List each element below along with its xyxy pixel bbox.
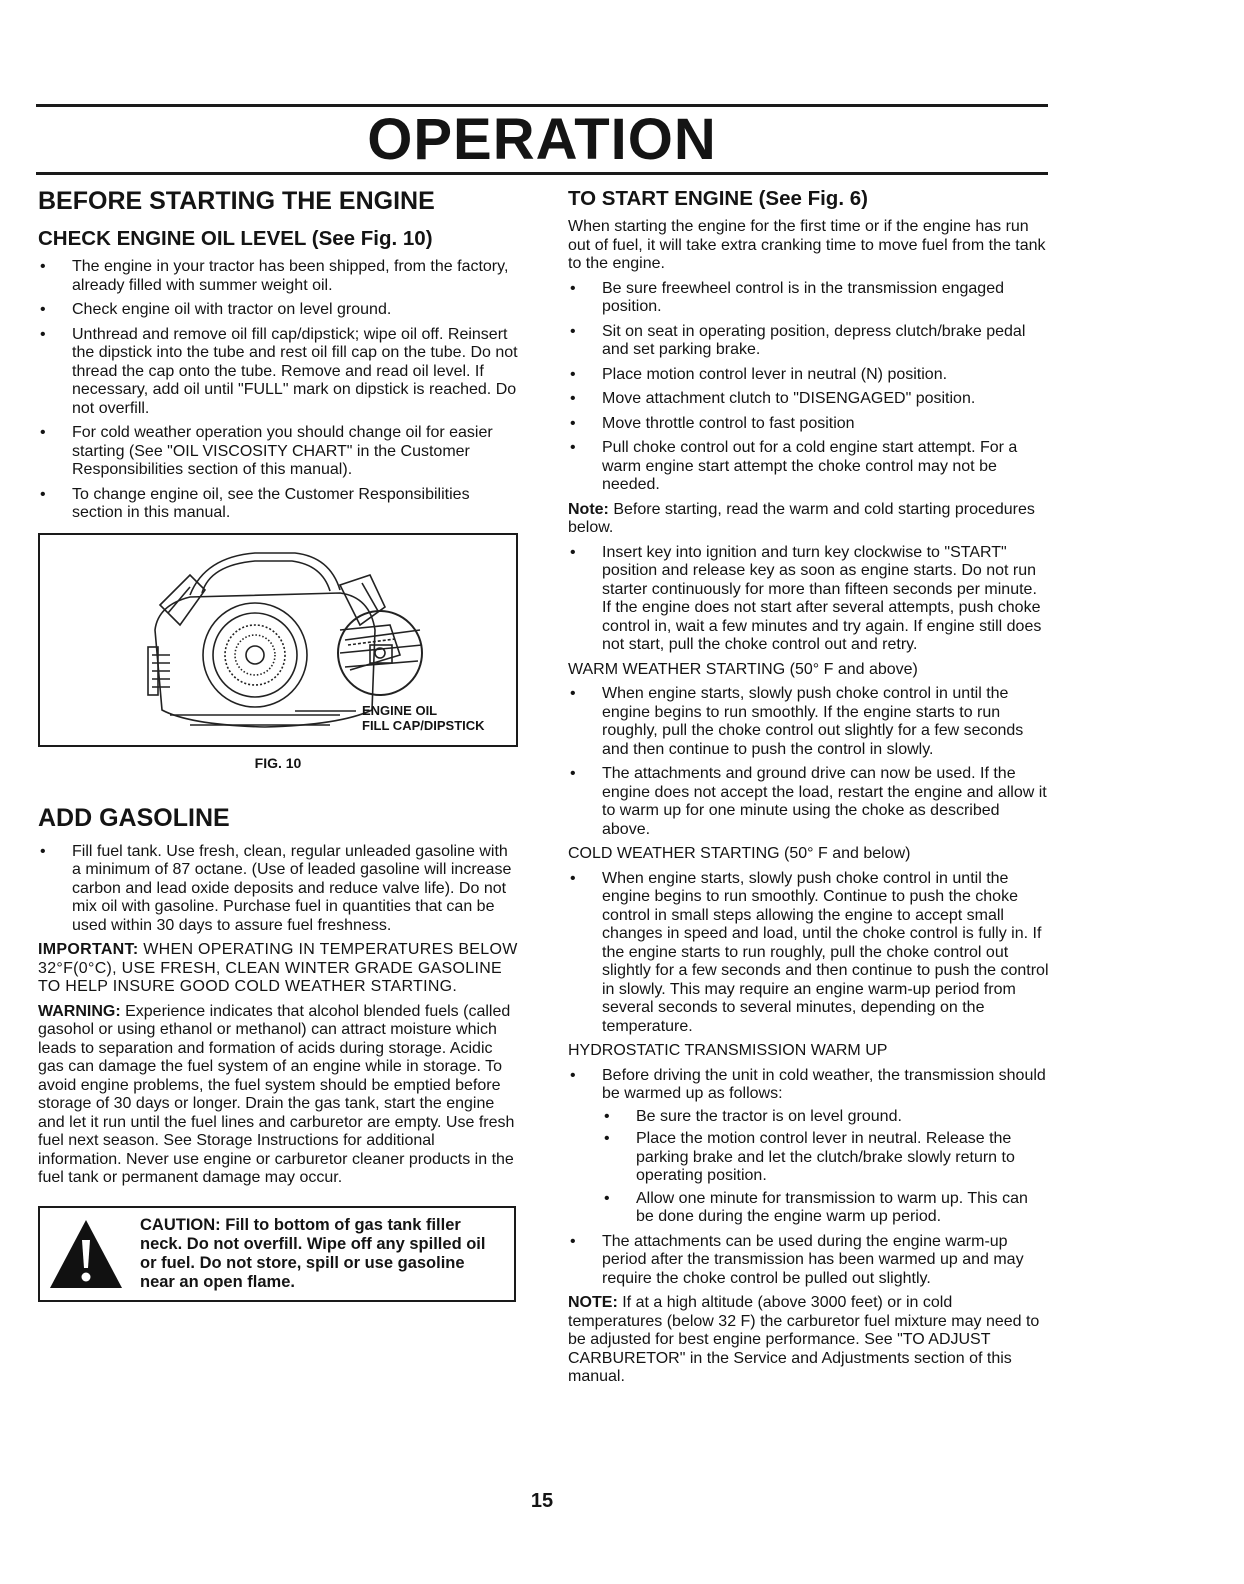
important-label: IMPORTANT: [38,941,139,958]
list-item: • Place motion control lever in neutral (N) position. [568,366,1050,385]
list-item: • Sit on seat in operating position, depress clutch/brake pedal and set parking brake. [568,323,1050,360]
note-label: NOTE: [568,1294,618,1311]
warning-label: WARNING: [38,1002,121,1020]
important-paragraph [38,941,518,997]
hydro-bullet-text: Before driving the unit in cold weather, the transmission should be warmed up as follows: [602,1066,1046,1102]
page-number: 15 [530,1490,554,1512]
heading-add-gasoline: ADD GASOLINE [38,803,230,832]
caution-text: CAUTION: Fill to bottom of gas tank filler neck. Do not overfill. Wipe off any spilled oil or fuel. Do not store, spill or use gasoline near an open flame. [140,1215,486,1291]
start-intro: When starting the engine for the first time or if the engine has run out of fuel, it will take extra cranking time to move fuel from the tank to the engine. [568,218,1046,272]
list-item: • Insert key into ignition and turn key clockwise to "START" position and release key as soon as engine starts. Do not run starter continuously for more than fifteen seconds per minute. If the engine does not start after several attempts, push choke control in, wait a few minutes and try again. If engine still does not start, pull the choke control out and retry. [568,544,1050,655]
note-text: If at a high altitude (above 3000 feet) or in cold temperatures (below 32 F) the carburetor fuel mixture may need to be adjusted for best engine performance. See "TO ADJUST CARBURETOR" in the Service and Adjustments section of this manual. [568,1294,1040,1385]
right-column [568,186,1050,1393]
section-title-before-starting: BEFORE STARTING THE ENGINE [38,187,435,215]
header-rule-bottom [36,172,1048,175]
engine-illustration [40,535,516,745]
list-item: • Place the motion control lever in neutral. Release the parking brake and let the clutch/brake slowly return to operating position. [602,1130,1050,1186]
caution-box [38,1206,516,1302]
page-title: OPERATION [367,107,717,172]
hydro-sub-list [602,1108,1050,1227]
heading-to-start-engine: TO START ENGINE (See Fig. 6) [568,187,868,210]
hydro-bullet-list [568,1067,1050,1289]
figure-caption: FIG. 10 [254,754,302,771]
list-item: • Fill fuel tank. Use fresh, clean, regular unleaded gasoline with a minimum of 87 octane. (Use of leaded gasoline will increase carbon and lead oxide deposits and reduce valve life). Do not mix oil with gasoline. Purchase fuel in quantities that can be used within 30 days to assure fuel freshness. [38,843,518,936]
list-item: • Check engine oil with tractor on level ground. [38,301,518,320]
list-item: • To change engine oil, see the Customer Responsibilities section in this manual. [38,486,518,523]
list-item: • Pull choke control out for a cold engine start attempt. For a warm engine start attempt the choke control may not be needed. [568,439,1050,495]
list-item: • When engine starts, slowly push choke control in until the engine begins to run smoothly. If the engine starts to run roughly, pull the choke control out slightly for a few seconds and then continue to push the control in slowly. [568,685,1050,759]
list-item: • Be sure freewheel control is in the transmission engaged position. [568,280,1050,317]
figure-callout-label-1: ENGINE OIL [362,702,438,718]
warning-text: Experience indicates that alcohol blended fuels (called gasohol or using ethanol or methanol) can attract moisture which leads to separation and formation of acids during storage. Acidic gas can damage the fuel system of an engine while in storage. To avoid engine problems, the fuel system should be emptied before storage of 30 days or longer. Drain the gas tank, start the engine and let it run until the fuel lines and carburetor are empty. Use fresh fuel next season. See Storage Instructions for additional information. Never use engine or carburetor cleaner products in the fuel tank or permanent damage may occur. [38,1002,515,1186]
list-item: • Move throttle control to fast position [568,415,1050,434]
heading-check-oil: CHECK ENGINE OIL LEVEL (See Fig. 10) [38,227,433,250]
start-bullet-list [568,280,1050,495]
heading-warm-weather: WARM WEATHER STARTING (50° F and above) [568,660,918,678]
cold-bullet-list [568,870,1050,1037]
important-text: WHEN OPERATING IN TEMPERATURES BELOW 32°F(0°C), USE FRESH, CLEAN WINTER GRADE GASOLINE TO HELP INSURE GOOD COLD WEATHER STARTING. [38,941,518,995]
oil-bullet-list [38,258,518,523]
note-text: Before starting, read the warm and cold starting procedures below. [568,500,1035,536]
list-item: • Move attachment clutch to "DISENGAGED" position. [568,390,1050,409]
note-label: Note: [568,500,609,518]
list-item: • Unthread and remove oil fill cap/dipstick; wipe oil off. Reinsert the dipstick into the tube and rest oil fill cap on the tube. Do not thread the cap onto the tube. Remove and read oil level. If necessary, add oil until "FULL" mark on dipstick is reached. Do not overfill. [38,326,518,419]
heading-cold-weather: COLD WEATHER STARTING (50° F and below) [568,845,911,862]
list-item [568,1067,1050,1227]
warm-bullet-list [568,685,1050,839]
figure-10-engine [38,533,518,747]
gasoline-bullet-list [38,843,518,936]
list-item: • The attachments can be used during the engine warm-up period after the transmission has been warmed up and may require the choke control be pulled out slightly. [568,1233,1050,1289]
list-item: • The attachments and ground drive can now be used. If the engine does not accept the load, restart the engine and allow it to warm up for one minute using the choke as described above. [568,765,1050,839]
list-item: • The engine in your tractor has been shipped, from the factory, already filled with summer weight oil. [38,258,518,295]
warning-paragraph [38,1003,518,1188]
altitude-note [568,1294,1050,1387]
list-item: • Be sure the tractor is on level ground. [602,1108,1050,1127]
heading-hydrostatic: HYDROSTATIC TRANSMISSION WARM UP [568,1042,888,1059]
key-bullet-list [568,544,1050,655]
start-note [568,501,1050,538]
warning-triangle-icon [48,1218,124,1290]
figure-callout-label-2: FILL CAP/DIPSTICK [362,717,485,733]
list-item: • For cold weather operation you should change oil for easier starting (See "OIL VISCOSITY CHART" in the Customer Responsibilities section of this manual). [38,424,518,480]
left-column [38,186,518,1302]
list-item: • Allow one minute for transmission to warm up. This can be done during the engine warm up period. [602,1190,1050,1227]
list-item: • When engine starts, slowly push choke control in until the engine begins to run smoothly. Continue to push the choke control in small steps allowing the engine to accept small changes in speed and load, until the choke control is fully in. If the engine starts to run roughly, pull the choke control out slightly for a few seconds and then continue to push the control in slowly. This may require an engine warm-up period from several seconds to several minutes, depending on the temperature. [568,870,1050,1037]
